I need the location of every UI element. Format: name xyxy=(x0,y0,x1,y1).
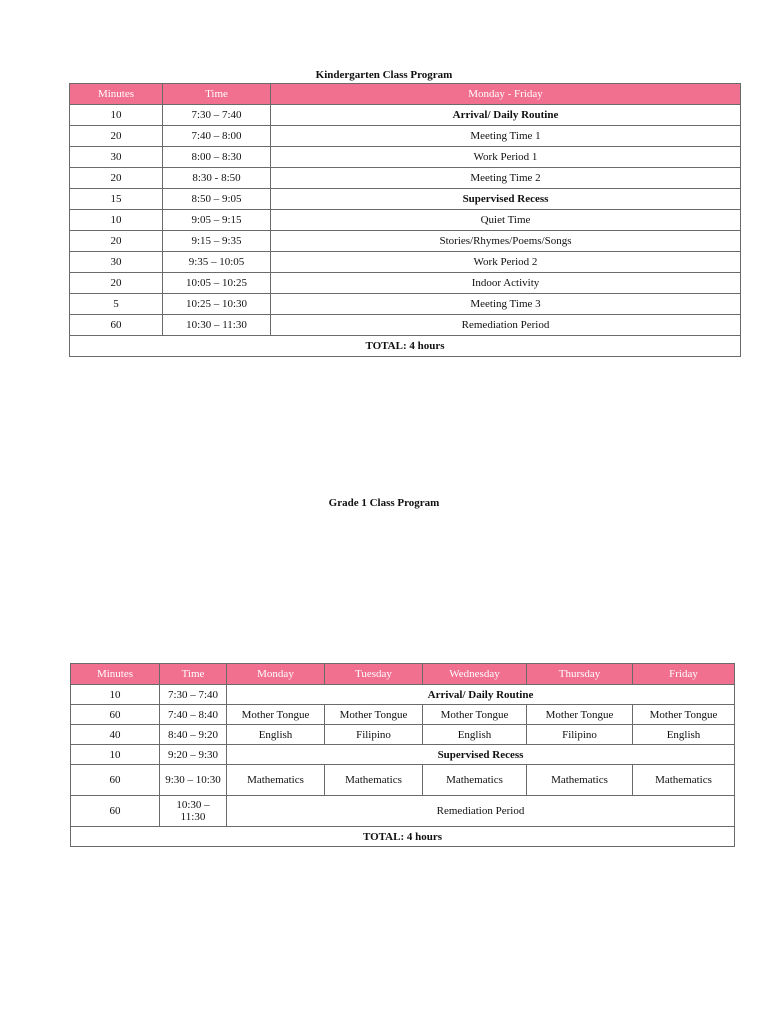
table-row xyxy=(71,765,735,796)
time-cell: 8:50 – 9:05 xyxy=(163,189,271,210)
minutes-cell: 10 xyxy=(71,685,160,705)
activity-span-cell: Supervised Recess xyxy=(227,745,735,765)
activity-cell: Work Period 1 xyxy=(271,147,741,168)
activity-cell: Meeting Time 2 xyxy=(271,168,741,189)
kindergarten-schedule-table xyxy=(69,83,741,357)
time-cell: 9:05 – 9:15 xyxy=(163,210,271,231)
activity-cell: Quiet Time xyxy=(271,210,741,231)
time-cell: 9:20 – 9:30 xyxy=(160,745,227,765)
time-cell: 8:00 – 8:30 xyxy=(163,147,271,168)
total-row xyxy=(71,827,735,847)
minutes-cell: 20 xyxy=(70,168,163,189)
total-row xyxy=(70,336,741,357)
table-row xyxy=(70,315,741,336)
subject-cell-monday: Mother Tongue xyxy=(227,705,325,725)
time-cell: 7:40 – 8:40 xyxy=(160,705,227,725)
column-header-time: Time xyxy=(163,84,271,105)
table-row xyxy=(70,294,741,315)
minutes-cell: 15 xyxy=(70,189,163,210)
time-cell: 9:15 – 9:35 xyxy=(163,231,271,252)
time-cell: 7:30 – 7:40 xyxy=(160,685,227,705)
time-cell: 10:05 – 10:25 xyxy=(163,273,271,294)
time-cell: 9:30 – 10:30 xyxy=(160,765,227,796)
total-cell: TOTAL: 4 hours xyxy=(70,336,741,357)
minutes-cell: 10 xyxy=(71,745,160,765)
activity-cell: Meeting Time 1 xyxy=(271,126,741,147)
minutes-cell: 60 xyxy=(70,315,163,336)
table-row xyxy=(71,725,735,745)
subject-cell-tuesday: Filipino xyxy=(325,725,423,745)
activity-cell: Arrival/ Daily Routine xyxy=(271,105,741,126)
column-header-minutes: Minutes xyxy=(71,664,160,685)
time-cell: 7:30 – 7:40 xyxy=(163,105,271,126)
table-row xyxy=(71,796,735,827)
minutes-cell: 40 xyxy=(71,725,160,745)
subject-cell-wednesday: Mathematics xyxy=(423,765,527,796)
activity-cell: Meeting Time 3 xyxy=(271,294,741,315)
activity-cell: Remediation Period xyxy=(271,315,741,336)
column-header-tuesday: Tuesday xyxy=(325,664,423,685)
grade1-table-body xyxy=(71,685,735,827)
table-row xyxy=(70,147,741,168)
subject-cell-thursday: Mother Tongue xyxy=(527,705,633,725)
table-row xyxy=(70,105,741,126)
table-row xyxy=(71,685,735,705)
total-cell: TOTAL: 4 hours xyxy=(71,827,735,847)
time-cell: 8:30 - 8:50 xyxy=(163,168,271,189)
column-header-thursday: Thursday xyxy=(527,664,633,685)
activity-span-cell: Arrival/ Daily Routine xyxy=(227,685,735,705)
subject-cell-thursday: Filipino xyxy=(527,725,633,745)
table-row xyxy=(70,168,741,189)
minutes-cell: 30 xyxy=(70,252,163,273)
table-row xyxy=(70,273,741,294)
column-header-friday: Friday xyxy=(633,664,735,685)
minutes-cell: 60 xyxy=(71,705,160,725)
subject-cell-monday: Mathematics xyxy=(227,765,325,796)
minutes-cell: 10 xyxy=(70,210,163,231)
subject-cell-monday: English xyxy=(227,725,325,745)
table-row xyxy=(70,231,741,252)
activity-cell: Work Period 2 xyxy=(271,252,741,273)
column-header-minutes: Minutes xyxy=(70,84,163,105)
kindergarten-table-body xyxy=(70,105,741,336)
column-header-monday-friday: Monday - Friday xyxy=(271,84,741,105)
table-row xyxy=(70,210,741,231)
time-cell: 10:30 – 11:30 xyxy=(160,796,227,827)
column-header-monday: Monday xyxy=(227,664,325,685)
grade1-program-title: Grade 1 Class Program xyxy=(328,497,440,509)
time-cell: 10:30 – 11:30 xyxy=(163,315,271,336)
column-header-time: Time xyxy=(160,664,227,685)
time-cell: 8:40 – 9:20 xyxy=(160,725,227,745)
time-cell: 9:35 – 10:05 xyxy=(163,252,271,273)
subject-cell-friday: Mathematics xyxy=(633,765,735,796)
minutes-cell: 30 xyxy=(70,147,163,168)
subject-cell-tuesday: Mother Tongue xyxy=(325,705,423,725)
table-row xyxy=(70,189,741,210)
subject-cell-tuesday: Mathematics xyxy=(325,765,423,796)
subject-cell-wednesday: Mother Tongue xyxy=(423,705,527,725)
time-cell: 7:40 – 8:00 xyxy=(163,126,271,147)
minutes-cell: 60 xyxy=(71,765,160,796)
activity-span-cell: Remediation Period xyxy=(227,796,735,827)
minutes-cell: 20 xyxy=(70,273,163,294)
minutes-cell: 5 xyxy=(70,294,163,315)
kindergarten-program-title: Kindergarten Class Program xyxy=(315,69,453,81)
time-cell: 10:25 – 10:30 xyxy=(163,294,271,315)
table-row xyxy=(71,745,735,765)
subject-cell-friday: English xyxy=(633,725,735,745)
minutes-cell: 10 xyxy=(70,105,163,126)
subject-cell-wednesday: English xyxy=(423,725,527,745)
minutes-cell: 20 xyxy=(70,231,163,252)
minutes-cell: 20 xyxy=(70,126,163,147)
subject-cell-thursday: Mathematics xyxy=(527,765,633,796)
table-header-row xyxy=(70,84,741,105)
minutes-cell: 60 xyxy=(71,796,160,827)
table-header-row xyxy=(71,664,735,685)
subject-cell-friday: Mother Tongue xyxy=(633,705,735,725)
table-row xyxy=(71,705,735,725)
activity-cell: Stories/Rhymes/Poems/Songs xyxy=(271,231,741,252)
column-header-wednesday: Wednesday xyxy=(423,664,527,685)
table-row xyxy=(70,126,741,147)
grade1-schedule-table xyxy=(70,663,735,847)
activity-cell: Supervised Recess xyxy=(271,189,741,210)
activity-cell: Indoor Activity xyxy=(271,273,741,294)
table-row xyxy=(70,252,741,273)
